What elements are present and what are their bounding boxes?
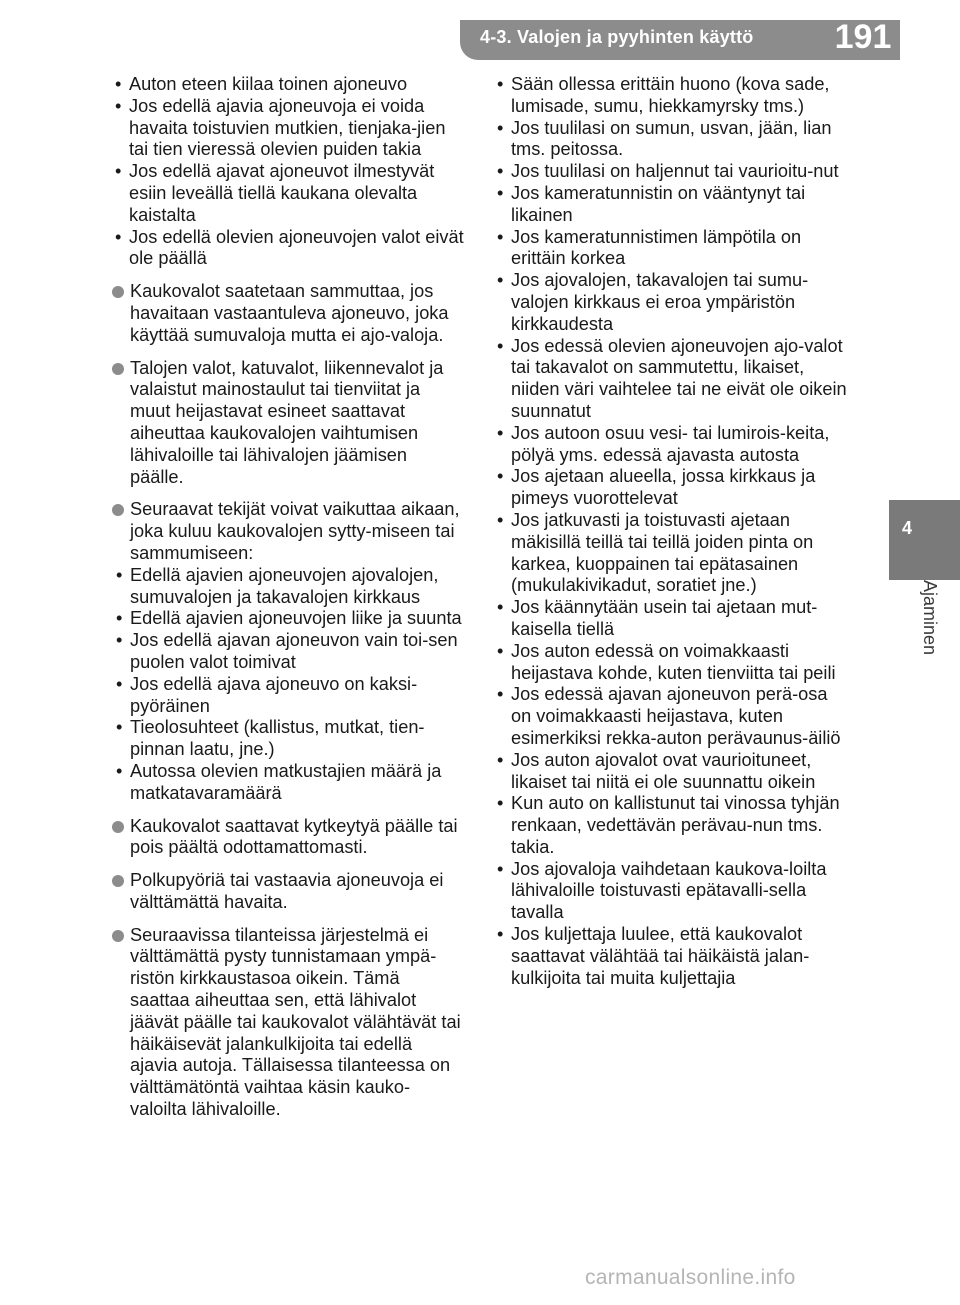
note-text: Polkupyöriä tai vastaavia ajoneuvoja ei välttämättä havaita. — [130, 870, 444, 912]
list-item: • Autossa olevien matkustajien määrä ja matkatavaramäärä — [113, 761, 464, 805]
list-item: • Jos edellä olevien ajoneuvojen valot eivät ole päällä — [112, 227, 464, 271]
chapter-number: 4 — [901, 518, 912, 538]
note-text: Seuraavat tekijät voivat vaikuttaa aikaan, joka kuluu kaukovalojen sytty-miseen tai sammumiseen: — [130, 499, 460, 563]
chapter-tab — [889, 500, 960, 580]
list-item: • Jos kuljettaja luulee, että kaukovalot saattavat välähtää tai häikäistä jalan-kulkijoita tai muita kuljettajia — [494, 924, 848, 989]
watermark-link[interactable]: carmanualsonline.info — [585, 1266, 796, 1289]
list-item: • Jos käännytään usein tai ajetaan mut-kaisella tiellä — [494, 597, 848, 641]
list-item: • Jos jatkuvasti ja toistuvasti ajetaan mäkisillä teillä tai teillä joiden pinta on karkea, kuoppainen tai epätasainen (mukulakivikadut, soratiet jne.) — [494, 510, 848, 597]
list-item: • Jos ajetaan alueella, jossa kirkkaus ja pimeys vuorottelevat — [494, 466, 848, 510]
note-point — [112, 925, 464, 1121]
list-item: • Jos tuulilasi on haljennut tai vaurioitu-nut — [494, 161, 848, 183]
list-item: • Jos edellä ajavan ajoneuvon vain toi-sen puolen valot toimivat — [113, 630, 464, 674]
list-item: • Kun auto on kallistunut tai vinossa tyhjän renkaan, vedettävän perävau-nun tms. takia. — [494, 793, 848, 858]
list-item: • Jos autoon osuu vesi- tai lumirois-keita, pölyä yms. edessä ajavasta autosta — [494, 423, 848, 467]
list-item: • Jos kameratunnistimen lämpötila on erittäin korkea — [494, 227, 848, 271]
note-point — [112, 358, 464, 489]
note-point — [112, 870, 464, 914]
note-text: Kaukovalot saatetaan sammuttaa, jos havaitaan vastaantuleva ajoneuvo, joka käyttää sumuvaloja mutta ei ajo-valoja. — [130, 281, 449, 345]
page-number: 191 — [834, 18, 892, 56]
note-text: Kaukovalot saattavat kytkeytyä päälle tai pois päältä odottamattomasti. — [130, 815, 458, 858]
factor-bullet-list — [113, 565, 464, 805]
chapter-label: Ajaminen — [920, 580, 940, 656]
list-item: • Edellä ajavien ajoneuvojen ajovalojen, sumuvalojen ja takavalojen kirkkaus — [113, 565, 464, 609]
list-item: • Auton eteen kiilaa toinen ajoneuvo — [112, 74, 464, 96]
note-point — [112, 281, 464, 346]
condition-bullet-list — [494, 74, 848, 989]
list-item: • Jos edessä ajavan ajoneuvon perä-osa on voimakkaasti heijastava, kuten esimerkiksi rekka-auton perävaunus-äiliö — [494, 684, 848, 749]
list-item: • Jos auton edessä on voimakkaasti heijastava kohde, kuten tienviitta tai peili — [494, 641, 848, 685]
note-point — [112, 499, 464, 804]
list-item: • Jos edellä ajava ajoneuvo on kaksi-pyöräinen — [113, 674, 464, 718]
list-item: • Sään ollessa erittäin huono (kova sade, lumisade, sumu, hiekkamyrsky tms.) — [494, 74, 848, 118]
list-item: • Jos tuulilasi on sumun, usvan, jään, lian tms. peitossa. — [494, 118, 848, 162]
note-text: Seuraavissa tilanteissa järjestelmä ei välttämättä pysty tunnistamaan ympä-ristön kirkkaustasoa oikein. Tämä saattaa aiheuttaa sen, että lähivalot jäävät päälle tai kaukovalot välähtävät tai häikäisevät jalankulkijoita tai edellä ajavia autoja. Tällaisessa tilanteessa on välttämätöntä vaihtaa käsin kauko-valoilta lähivaloille. — [130, 924, 461, 1120]
list-item: • Tieolosuhteet (kallistus, mutkat, tien-pinnan laatu, jne.) — [113, 717, 464, 761]
right-column — [494, 74, 848, 989]
left-column — [112, 74, 464, 1121]
list-item: • Edellä ajavien ajoneuvojen liike ja suunta — [113, 608, 464, 630]
list-item: • Jos edessä olevien ajoneuvojen ajo-valot tai takavalot on sammutettu, likaiset, niiden väri vaihtelee tai ne eivät ole oikein suunnatut — [494, 336, 848, 423]
list-item: • Jos edellä ajavia ajoneuvoja ei voida havaita toistuvien mutkien, tienjaka-jien tai tien vieressä olevien puiden takia — [112, 96, 464, 161]
intro-bullet-list — [112, 74, 464, 270]
list-item: • Jos ajovalojen, takavalojen tai sumu-valojen kirkkaus ei eroa ympäristön kirkkaudesta — [494, 270, 848, 335]
section-title: 4-3. Valojen ja pyyhinten käyttö — [480, 27, 754, 47]
list-item: • Jos kameratunnistin on vääntynyt tai likainen — [494, 183, 848, 227]
list-item: • Jos auton ajovalot ovat vaurioituneet, likaiset tai niitä ei ole suunnattu oikein — [494, 750, 848, 794]
list-item: • Jos edellä ajavat ajoneuvot ilmestyvät esiin leveällä tiellä kaukana olevalta kaistalta — [112, 161, 464, 226]
list-item: • Jos ajovaloja vaihdetaan kaukova-loilta lähivaloille toistuvasti epätavalli-sella tavalla — [494, 859, 848, 924]
note-point — [112, 816, 464, 860]
note-text: Talojen valot, katuvalot, liikennevalot ja valaistut mainostaulut tai tienviitat ja muut heijastavat esineet saattavat aiheuttaa kaukovalojen vaihtumisen lähivaloille tai lähivalojen jäämisen päälle. — [130, 357, 444, 487]
